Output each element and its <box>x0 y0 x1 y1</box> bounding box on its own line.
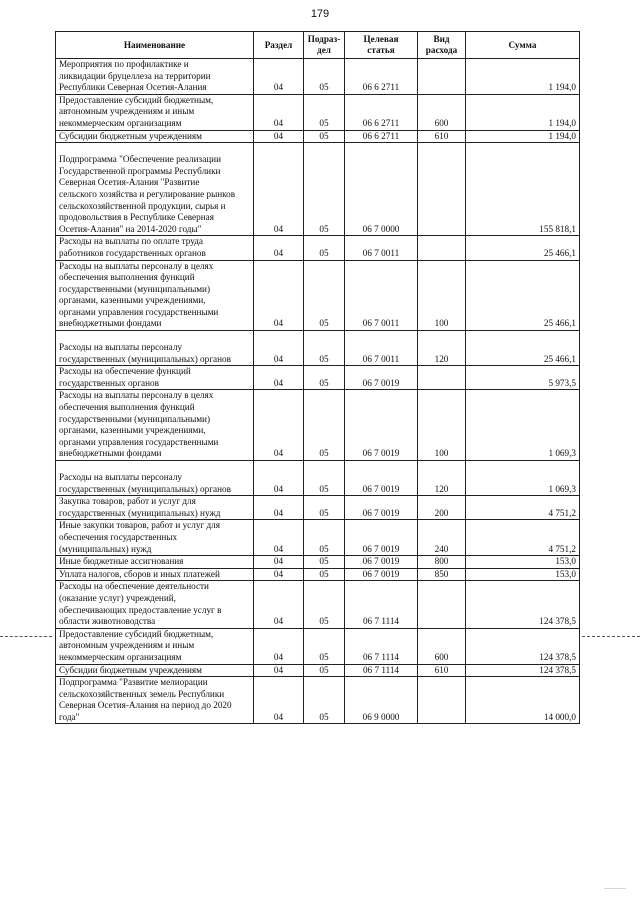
row-amount: 153,0 <box>466 568 580 581</box>
row-subsection: 05 <box>304 366 345 390</box>
row-target: 06 9 0000 <box>345 677 418 724</box>
table-row <box>56 143 580 236</box>
row-target: 06 7 0011 <box>345 260 418 331</box>
row-target: 06 7 0019 <box>345 366 418 390</box>
row-subsection: 05 <box>304 236 345 260</box>
row-section: 04 <box>254 581 304 628</box>
header-subsection: Подраз- дел <box>304 32 345 59</box>
row-amount: 4 751,2 <box>466 496 580 520</box>
row-amount: 1 194,0 <box>466 94 580 130</box>
table-header-row <box>56 32 580 59</box>
row-section: 04 <box>254 677 304 724</box>
table-row <box>56 236 580 260</box>
table-row <box>56 59 580 95</box>
header-type: Вид расхода <box>418 32 466 59</box>
page-number: 179 <box>310 8 330 20</box>
row-target: 06 7 1114 <box>345 581 418 628</box>
row-target: 06 7 0019 <box>345 461 418 496</box>
header-amount: Сумма <box>466 32 580 59</box>
row-target: 06 7 0019 <box>345 390 418 461</box>
row-section: 04 <box>254 568 304 581</box>
row-target: 06 7 0019 <box>345 496 418 520</box>
row-subsection: 05 <box>304 581 345 628</box>
row-amount: 155 818,1 <box>466 143 580 236</box>
row-subsection: 05 <box>304 556 345 569</box>
row-subsection: 05 <box>304 143 345 236</box>
row-name: Расходы на выплаты персоналу государственных (муниципальных) органов <box>56 461 254 496</box>
cut-line-right <box>582 636 640 637</box>
row-section: 04 <box>254 664 304 677</box>
table-row <box>56 556 580 569</box>
row-name: Иные бюджетные ассигнования <box>56 556 254 569</box>
row-name: Закупка товаров, работ и услуг для государственных (муниципальных) нужд <box>56 496 254 520</box>
row-section: 04 <box>254 236 304 260</box>
row-type: 200 <box>418 496 466 520</box>
row-section: 04 <box>254 390 304 461</box>
row-type: 610 <box>418 664 466 677</box>
row-name: Расходы на обеспечение функций государственных органов <box>56 366 254 390</box>
row-subsection: 05 <box>304 130 345 143</box>
row-name: Расходы на обеспечение деятельности (оказание услуг) учреждений, обеспечивающих предоставление услуг в области животноводства <box>56 581 254 628</box>
row-name: Предоставление субсидий бюджетным, автономным учреждениям и иным некоммерческим организациям <box>56 94 254 130</box>
row-section: 04 <box>254 59 304 95</box>
row-name: Иные закупки товаров, работ и услуг для обеспечения государственных (муниципальных) нужд <box>56 520 254 556</box>
row-amount: 124 378,5 <box>466 628 580 664</box>
budget-table <box>55 31 580 724</box>
row-target: 06 7 0019 <box>345 568 418 581</box>
row-name: Мероприятия по профилактике и ликвидации бруцеллеза на территории Республики Северная Осетия-Алания <box>56 59 254 95</box>
row-name: Субсидии бюджетным учреждениям <box>56 664 254 677</box>
header-name: Наименование <box>56 32 254 59</box>
row-amount: 1 194,0 <box>466 59 580 95</box>
row-section: 04 <box>254 628 304 664</box>
row-target: 06 7 0019 <box>345 556 418 569</box>
row-amount: 5 973,5 <box>466 366 580 390</box>
table-row <box>56 520 580 556</box>
row-type: 600 <box>418 94 466 130</box>
row-name: Предоставление субсидий бюджетным, автономным учреждениям и иным некоммерческим организациям <box>56 628 254 664</box>
row-name: Расходы на выплаты персоналу в целях обеспечения выполнения функций государственными (муниципальными) органами, казенными учреждениями, органами управления государственными внебюджетными фондами <box>56 390 254 461</box>
row-amount: 124 378,5 <box>466 664 580 677</box>
row-type: 120 <box>418 461 466 496</box>
row-target: 06 7 0011 <box>345 331 418 366</box>
row-name: Расходы на выплаты персоналу государственных (муниципальных) органов <box>56 331 254 366</box>
header-target: Целевая статья <box>345 32 418 59</box>
row-name: Расходы на выплаты персоналу в целях обеспечения выполнения функций государственными (муниципальными) органами, казенными учреждениями, органами управления государственными внебюджетными фондами <box>56 260 254 331</box>
row-amount: 4 751,2 <box>466 520 580 556</box>
row-type <box>418 677 466 724</box>
row-type <box>418 581 466 628</box>
row-target: 06 6 2711 <box>345 59 418 95</box>
row-type <box>418 366 466 390</box>
row-amount: 1 069,3 <box>466 390 580 461</box>
row-subsection: 05 <box>304 390 345 461</box>
row-amount: 25 466,1 <box>466 236 580 260</box>
row-type: 120 <box>418 331 466 366</box>
row-section: 04 <box>254 331 304 366</box>
table-row <box>56 628 580 664</box>
row-subsection: 05 <box>304 568 345 581</box>
table-row <box>56 366 580 390</box>
table-row <box>56 568 580 581</box>
table-row <box>56 94 580 130</box>
row-type <box>418 59 466 95</box>
row-type: 240 <box>418 520 466 556</box>
row-subsection: 05 <box>304 461 345 496</box>
row-type: 600 <box>418 628 466 664</box>
table-row <box>56 260 580 331</box>
row-name: Подпрограмма "Обеспечение реализации Государственной программы Республики Северная Осетия-Алания "Развитие сельского хозяйства и регулирование рынков сельскохозяйственной продукции, сырья и продовольствия в Республике Северная Осетия-Алания" на 2014-2020 годы" <box>56 143 254 236</box>
row-target: 06 7 0019 <box>345 520 418 556</box>
row-type: 100 <box>418 260 466 331</box>
row-name: Подпрограмма "Развитие мелиорации сельскохозяйственных земель Республики Северная Осетия-Алания на период до 2020 года" <box>56 677 254 724</box>
table-row <box>56 581 580 628</box>
row-amount: 124 378,5 <box>466 581 580 628</box>
row-section: 04 <box>254 143 304 236</box>
row-name: Расходы на выплаты по оплате труда работников государственных органов <box>56 236 254 260</box>
row-amount: 25 466,1 <box>466 331 580 366</box>
row-target: 06 6 2711 <box>345 130 418 143</box>
row-amount: 14 000,0 <box>466 677 580 724</box>
scan-corner-mark <box>604 888 626 899</box>
table-row <box>56 677 580 724</box>
header-section: Раздел <box>254 32 304 59</box>
row-section: 04 <box>254 556 304 569</box>
table-row <box>56 461 580 496</box>
row-amount: 25 466,1 <box>466 260 580 331</box>
table-row <box>56 390 580 461</box>
row-subsection: 05 <box>304 260 345 331</box>
cut-line-left <box>0 636 52 637</box>
row-target: 06 7 1114 <box>345 664 418 677</box>
table-row <box>56 130 580 143</box>
row-type: 800 <box>418 556 466 569</box>
row-amount: 1 194,0 <box>466 130 580 143</box>
row-subsection: 05 <box>304 664 345 677</box>
row-name: Уплата налогов, сборов и иных платежей <box>56 568 254 581</box>
row-section: 04 <box>254 366 304 390</box>
row-section: 04 <box>254 130 304 143</box>
row-section: 04 <box>254 496 304 520</box>
row-amount: 1 069,3 <box>466 461 580 496</box>
row-subsection: 05 <box>304 59 345 95</box>
table-row <box>56 331 580 366</box>
row-subsection: 05 <box>304 331 345 366</box>
row-target: 06 7 0000 <box>345 143 418 236</box>
row-subsection: 05 <box>304 496 345 520</box>
row-target: 06 7 1114 <box>345 628 418 664</box>
row-section: 04 <box>254 94 304 130</box>
row-type <box>418 143 466 236</box>
row-section: 04 <box>254 461 304 496</box>
row-section: 04 <box>254 520 304 556</box>
row-target: 06 6 2711 <box>345 94 418 130</box>
row-target: 06 7 0011 <box>345 236 418 260</box>
row-type: 850 <box>418 568 466 581</box>
table-row <box>56 496 580 520</box>
row-type: 610 <box>418 130 466 143</box>
row-type: 100 <box>418 390 466 461</box>
row-subsection: 05 <box>304 520 345 556</box>
row-subsection: 05 <box>304 677 345 724</box>
row-section: 04 <box>254 260 304 331</box>
table-row <box>56 664 580 677</box>
row-subsection: 05 <box>304 94 345 130</box>
row-name: Субсидии бюджетным учреждениям <box>56 130 254 143</box>
row-type <box>418 236 466 260</box>
row-amount: 153,0 <box>466 556 580 569</box>
row-subsection: 05 <box>304 628 345 664</box>
